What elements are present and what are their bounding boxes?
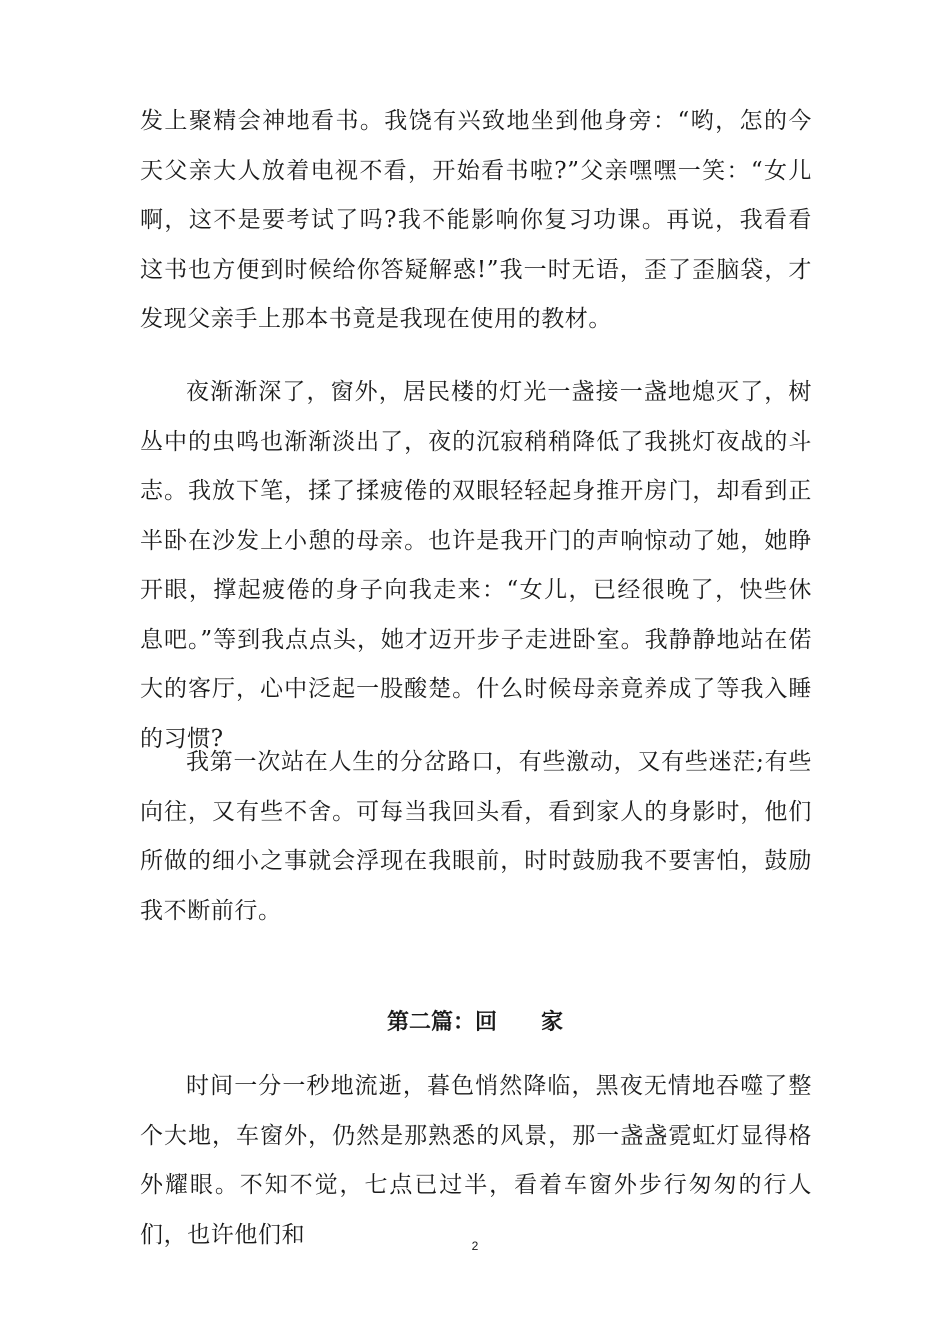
paragraph-time-passing: 时间一分一秒地流逝，暮色悄然降临，黑夜无情地吞噬了整个大地，车窗外，仍然是那熟悉的风景，那一盏盏霓虹灯显得格外耀眼。不知不觉，七点已过半，看着车窗外步行匆匆的行人们，也许他们和 bbox=[140, 1073, 812, 1248]
page-number: 2 bbox=[471, 1239, 479, 1253]
paragraph-continued: 发上聚精会神地看书。我饶有兴致地坐到他身旁：“哟，怎的今天父亲大人放着电视不看，开始看书啦?”父亲嘿嘿一笑：“女儿啊，这不是要考试了吗?我不能影响你复习功课。再说，我看看这书也方便到时候给你答疑解惑!”我一时无语，歪了歪脑袋，才发现父亲手上那本书竟是我现在使用的教材。 bbox=[140, 108, 812, 332]
paragraph-crossroads: 我第一次站在人生的分岔路口，有些激动，又有些迷茫;有些向往，又有些不舍。可每当我回头看，看到家人的身影时，他们所做的细小之事就会浮现在我眼前，时时鼓励我不要害怕，鼓励我不断前行。 bbox=[140, 749, 812, 924]
section-heading: 第二篇：回 家 bbox=[386, 1010, 563, 1035]
paragraph-night: 夜渐渐深了，窗外，居民楼的灯光一盏接一盏地熄灭了，树丛中的虫鸣也渐渐淡出了，夜的沉寂稍稍降低了我挑灯夜战的斗志。我放下笔，揉了揉疲倦的双眼轻轻起身推开房门，却看到正半卧在沙发上小憩的母亲。也许是我开门的声响惊动了她，她睁开眼，撑起疲倦的身子向我走来：“女儿，已经很晚了，快些休息吧。”等到我点点头，她才迈开步子走进卧室。我静静地站在偌大的客厅，心中泛起一股酸楚。什么时候母亲竟养成了等我入睡的习惯? bbox=[140, 379, 812, 752]
